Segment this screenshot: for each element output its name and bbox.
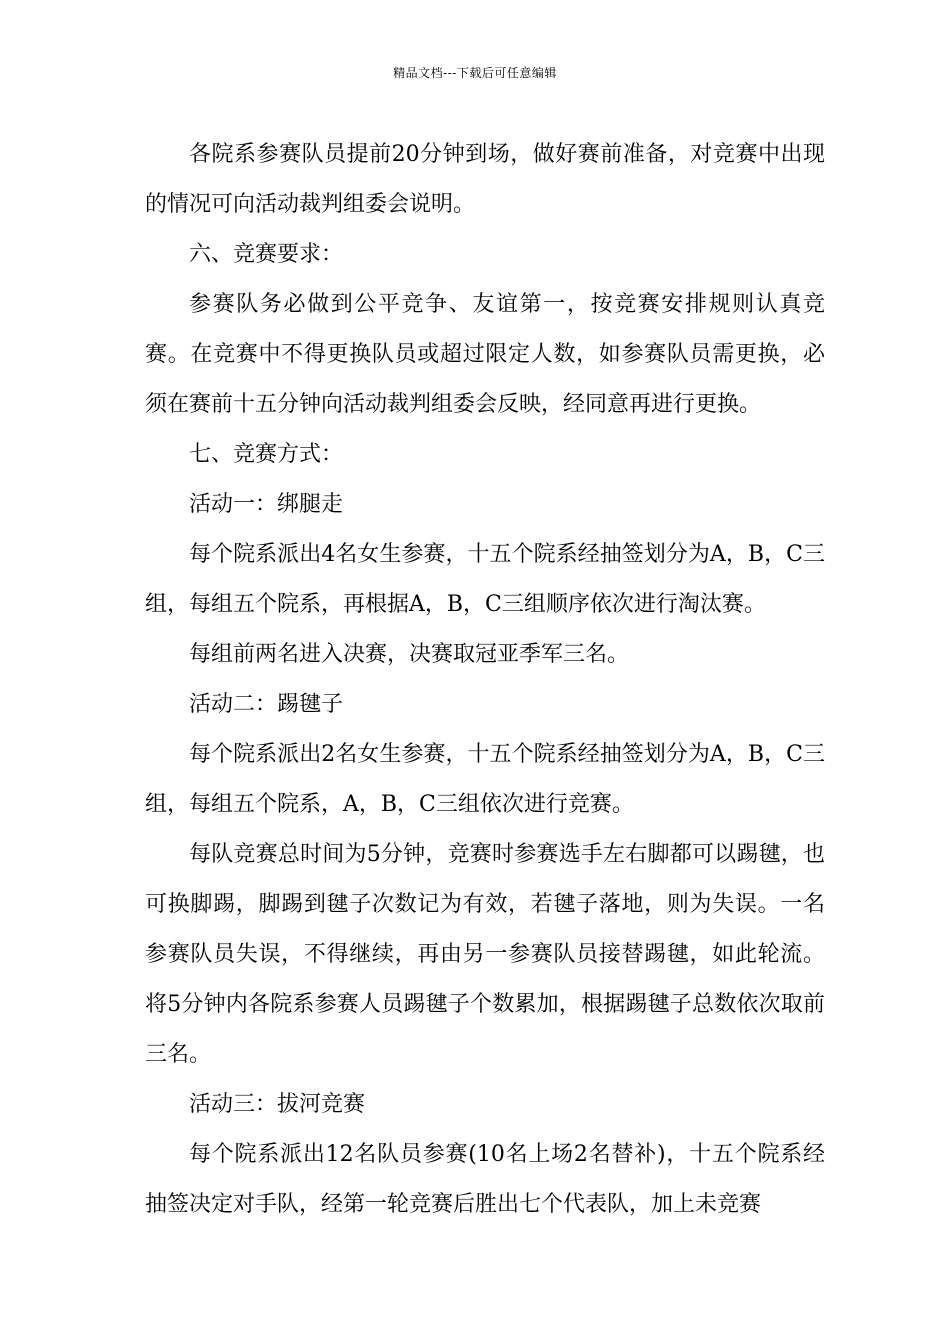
heading-format: 七、竞赛方式： (189, 442, 344, 467)
paragraph-activity-2-rules: 每队竞赛总时间为5分钟，竞赛时参赛选手左右脚都可以踢毽，也可换脚踢，脚踢到毽子次数记为有效，若毽子落地，则为失误。一名参赛队员失误，不得继续，再由另一参赛队员接替踢毽，如此轮流。将5分钟内各院系参赛人员踢毽子个数累加，根据踢毽子总数依次取前三名。 (145, 842, 825, 1067)
paragraph-activity-3-rules: 每个院系派出12名队员参赛(10名上场2名替补)，十五个院系经抽签决定对手队，经第一轮竞赛后胜出七个代表队，加上未竞赛 (145, 1142, 825, 1217)
paragraph-activity-1-rules: 每个院系派出4名女生参赛，十五个院系经抽签划分为A，B，C三组，每组五个院系，再根据A，B，C三组顺序依次进行淘汰赛。 (145, 542, 825, 617)
heading-activity-1: 活动一：绑腿走 (189, 492, 344, 517)
document-body (145, 130, 825, 1230)
heading-activity-2: 活动二：踢毽子 (189, 692, 344, 717)
paragraph-activity-2-groups: 每个院系派出2名女生参赛，十五个院系经抽签划分为A，B，C三组，每组五个院系，A，B，C三组依次进行竞赛。 (145, 742, 825, 817)
page-header: 精品文档---下载后可任意编辑 (393, 66, 557, 80)
paragraph-requirements: 参赛队务必做到公平竞争、友谊第一，按竞赛安排规则认真竞赛。在竞赛中不得更换队员或超过限定人数，如参赛队员需更换，必须在赛前十五分钟向活动裁判组委会反映，经同意再进行更换。 (145, 292, 825, 417)
heading-activity-3: 活动三：拔河竞赛 (189, 1092, 366, 1117)
heading-requirements: 六、竞赛要求： (189, 242, 344, 267)
paragraph-arrival: 各院系参赛队员提前20分钟到场，做好赛前准备，对竞赛中出现的情况可向活动裁判组委会说明。 (145, 142, 825, 217)
paragraph-activity-1-final: 每组前两名进入决赛，决赛取冠亚季军三名。 (189, 642, 630, 667)
